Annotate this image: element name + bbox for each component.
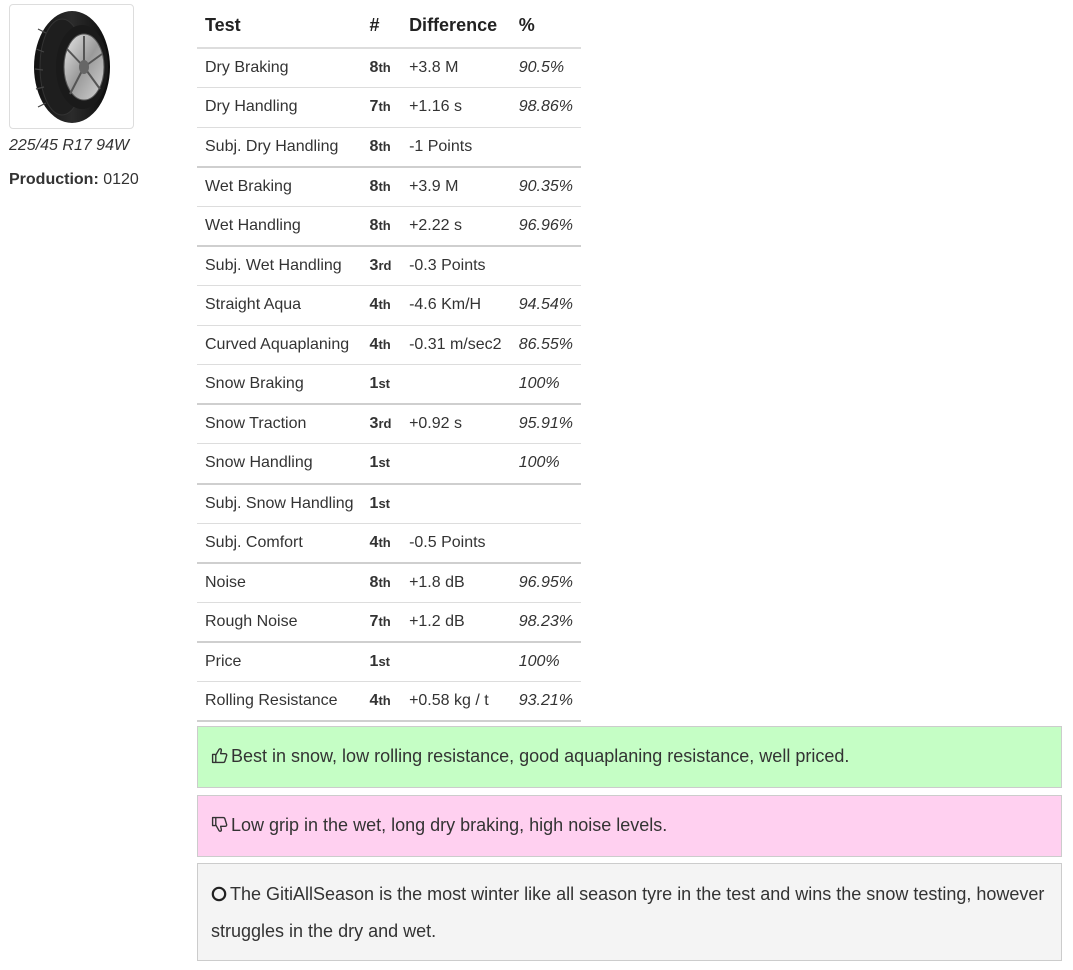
percent-cell: 90.35% (511, 167, 581, 207)
table-row (197, 206, 581, 246)
rank-number: 8 (369, 59, 379, 77)
difference-cell: +3.9 M (401, 167, 511, 207)
production-info (9, 170, 189, 190)
rank-number: 8 (369, 137, 379, 155)
rank-cell (362, 48, 402, 88)
percent-cell (511, 523, 581, 563)
test-name-cell: Wet Braking (197, 167, 362, 207)
test-name-cell: Rough Noise (197, 602, 362, 642)
rank-cell (362, 682, 402, 722)
rank-cell (362, 325, 402, 365)
rank-cell (362, 404, 402, 444)
production-label: Production: (9, 171, 99, 188)
rank-number: 8 (369, 216, 379, 234)
test-name-cell: Curved Aquaplaning (197, 325, 362, 365)
percent-cell: 96.95% (511, 563, 581, 603)
test-name-cell: Noise (197, 563, 362, 603)
rank-cell (362, 563, 402, 603)
rank-number: 7 (369, 98, 379, 116)
rank-suffix: th (378, 178, 391, 194)
rank-cell (362, 167, 402, 207)
rank-number: 8 (369, 177, 379, 195)
rank-cell (362, 127, 402, 167)
percent-cell: 93.21% (511, 682, 581, 722)
difference-cell: +3.8 M (401, 48, 511, 88)
percent-cell (511, 127, 581, 167)
difference-cell: +1.16 s (401, 88, 511, 128)
rank-cell (362, 365, 402, 405)
table-row (197, 127, 581, 167)
header-percent: % (511, 4, 581, 48)
test-name-cell: Snow Handling (197, 444, 362, 484)
rank-number: 4 (369, 533, 379, 551)
rank-cell (362, 286, 402, 326)
table-row (197, 246, 581, 286)
difference-cell: +0.58 kg / t (401, 682, 511, 722)
rank-suffix: th (378, 60, 391, 76)
percent-cell: 86.55% (511, 325, 581, 365)
rank-suffix: th (378, 336, 391, 352)
table-row (197, 404, 581, 444)
test-name-cell: Dry Braking (197, 48, 362, 88)
thumbs-down-icon (211, 810, 228, 845)
table-row (197, 484, 581, 524)
rank-cell (362, 206, 402, 246)
rank-cell (362, 642, 402, 682)
rank-number: 1 (369, 652, 379, 670)
pros-box (197, 726, 1062, 788)
rank-number: 4 (369, 692, 379, 710)
test-name-cell: Dry Handling (197, 88, 362, 128)
table-row (197, 563, 581, 603)
test-name-cell: Rolling Resistance (197, 682, 362, 722)
rank-number: 3 (369, 257, 379, 275)
percent-cell: 90.5% (511, 48, 581, 88)
rank-suffix: th (378, 99, 391, 115)
rank-suffix: rd (378, 258, 392, 274)
rank-suffix: th (378, 297, 391, 313)
difference-cell: +1.8 dB (401, 563, 511, 603)
difference-cell: +2.22 s (401, 206, 511, 246)
summary-box (197, 863, 1062, 961)
difference-cell (401, 642, 511, 682)
cons-box (197, 795, 1062, 857)
rank-number: 7 (369, 612, 379, 630)
header-test: Test (197, 4, 362, 48)
table-row (197, 286, 581, 326)
table-row (197, 48, 581, 88)
test-name-cell: Subj. Wet Handling (197, 246, 362, 286)
test-name-cell: Subj. Snow Handling (197, 484, 362, 524)
test-name-cell: Snow Traction (197, 404, 362, 444)
circle-icon (211, 879, 227, 914)
percent-cell: 98.86% (511, 88, 581, 128)
tyre-info (9, 4, 189, 190)
rank-suffix: st (378, 653, 391, 669)
table-row (197, 523, 581, 563)
table-header-row (197, 4, 581, 48)
difference-cell (401, 365, 511, 405)
test-name-cell: Subj. Dry Handling (197, 127, 362, 167)
rank-number: 4 (369, 335, 379, 353)
rank-suffix: th (378, 217, 391, 233)
table-row (197, 88, 581, 128)
rank-cell (362, 602, 402, 642)
rank-suffix: th (378, 138, 391, 154)
rank-suffix: th (378, 613, 391, 629)
rank-number: 1 (369, 454, 379, 472)
cons-text: Low grip in the wet, long dry braking, high noise levels. (231, 815, 668, 835)
table-row (197, 444, 581, 484)
tyre-thumbnail[interactable] (9, 4, 134, 129)
test-name-cell: Subj. Comfort (197, 523, 362, 563)
rank-suffix: st (378, 376, 391, 392)
rank-suffix: th (378, 693, 391, 709)
table-row (197, 167, 581, 207)
thumbs-up-icon (211, 741, 228, 776)
difference-cell: -4.6 Km/H (401, 286, 511, 326)
pros-text: Best in snow, low rolling resistance, good aquaplaning resistance, well priced. (231, 746, 850, 766)
test-name-cell: Straight Aqua (197, 286, 362, 326)
summary-text: The GitiAllSeason is the most winter like all season tyre in the test and wins the snow testing, however struggles in the dry and wet. (211, 884, 1045, 941)
header-difference: Difference (401, 4, 511, 48)
tyre-image-icon (32, 9, 112, 125)
percent-cell: 95.91% (511, 404, 581, 444)
header-rank: # (362, 4, 402, 48)
production-value: 0120 (103, 171, 139, 188)
percent-cell: 94.54% (511, 286, 581, 326)
rank-suffix: th (378, 574, 391, 590)
difference-cell: -0.31 m/sec2 (401, 325, 511, 365)
rank-cell (362, 444, 402, 484)
percent-cell: 100% (511, 642, 581, 682)
table-row (197, 365, 581, 405)
table-row (197, 642, 581, 682)
test-name-cell: Wet Handling (197, 206, 362, 246)
difference-cell (401, 484, 511, 524)
difference-cell: -1 Points (401, 127, 511, 167)
difference-cell (401, 444, 511, 484)
table-row (197, 325, 581, 365)
rank-suffix: th (378, 534, 391, 550)
tyre-size: 225/45 R17 94W (9, 137, 130, 154)
rank-number: 4 (369, 296, 379, 314)
difference-cell: +1.2 dB (401, 602, 511, 642)
percent-cell (511, 246, 581, 286)
percent-cell (511, 484, 581, 524)
rank-suffix: st (378, 455, 391, 471)
percent-cell: 100% (511, 365, 581, 405)
percent-cell: 98.23% (511, 602, 581, 642)
rank-number: 1 (369, 375, 379, 393)
difference-cell: -0.5 Points (401, 523, 511, 563)
percent-cell: 96.96% (511, 206, 581, 246)
table-body (197, 48, 581, 721)
rank-number: 8 (369, 573, 379, 591)
table-row (197, 602, 581, 642)
test-name-cell: Price (197, 642, 362, 682)
difference-cell: -0.3 Points (401, 246, 511, 286)
rank-suffix: st (378, 495, 391, 511)
rank-suffix: rd (378, 416, 392, 432)
rank-cell (362, 88, 402, 128)
test-name-cell: Snow Braking (197, 365, 362, 405)
percent-cell: 100% (511, 444, 581, 484)
rank-cell (362, 523, 402, 563)
rank-number: 3 (369, 415, 379, 433)
rank-number: 1 (369, 494, 379, 512)
difference-cell: +0.92 s (401, 404, 511, 444)
test-results-table (197, 4, 581, 722)
rank-cell (362, 246, 402, 286)
table-row (197, 682, 581, 722)
rank-cell (362, 484, 402, 524)
